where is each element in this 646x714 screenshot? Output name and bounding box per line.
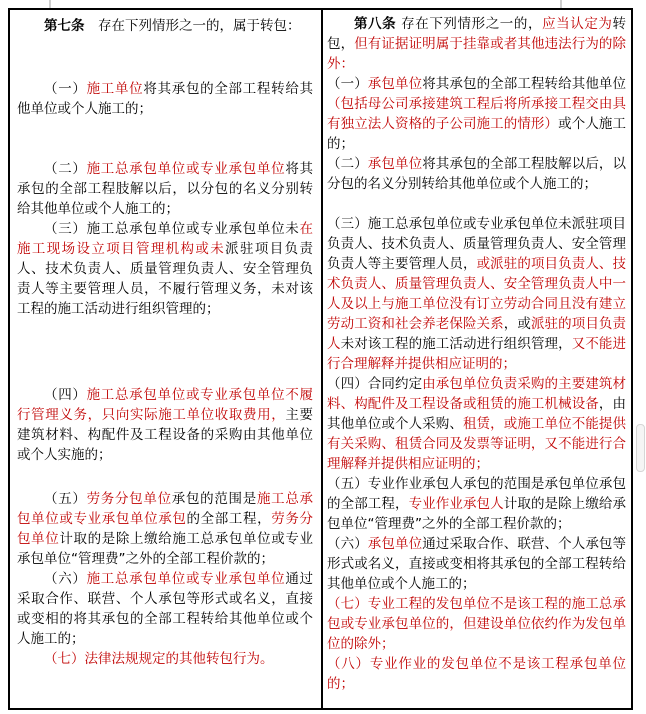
- text-segment: 施工总承包单位或专业承包单位: [86, 571, 286, 587]
- text-segment: ，由其他单位或个人采购、: [327, 396, 627, 432]
- text-segment: 在施工现场设立项目管理机构或未: [17, 221, 313, 257]
- text-segment: 将其承包的全部工程肢解以后，以分包的名义分别转给其他单位或个人施工的；: [327, 156, 627, 192]
- paragraph-article-8-0: [327, 14, 626, 74]
- text-segment: （三）施工总承包单位或专业承包单位未派驻项目负责人、技术负责人、质量管理负责人、安全管理负责人等主要管理人员，: [327, 216, 626, 272]
- text-segment: （七）专业工程的发包单位不是该工程的施工总承包或专业承包单位的，但建设单位依约作为发包单位的除外；: [327, 596, 626, 652]
- text-segment: 施工总承包单位或专业承包单位不履行管理义务，只向实际施工单位收取费用，: [17, 387, 314, 423]
- scrollbar-thumb-artifact: [636, 424, 645, 472]
- text-segment: 将其承包的全部工程转给其他单位: [422, 76, 627, 92]
- paragraph-article-7-2: [17, 159, 313, 219]
- paragraph-article-7-0: [17, 16, 313, 36]
- text-segment: 派驻的项目负责人: [327, 316, 627, 352]
- text-segment: 存在下列情形之一的，属于转包：: [84, 18, 301, 34]
- paragraph-article-8-6: [327, 534, 626, 594]
- text-segment: 劳务分包单位: [86, 491, 172, 507]
- paragraph-article-7-1: [17, 79, 313, 119]
- paragraph-article-7-6: [17, 569, 313, 649]
- text-segment: （二）: [327, 156, 368, 172]
- article-8-cell: [321, 10, 631, 708]
- text-segment: （八）专业作业的发包单位不是该工程承包单位的；: [327, 656, 626, 692]
- text-segment: 将其承包的全部工程肢解以后，以分包的名义分别转给其他单位或个人施工的；: [17, 161, 314, 217]
- text-segment: （三）施工总承包单位或专业承包单位未: [44, 221, 300, 237]
- articles-comparison-table: [8, 8, 633, 710]
- text-segment: 主要建筑材料、构配件及工程设备的采购由其他单位或个人实施的；: [17, 407, 313, 463]
- text-segment: 计取的是除上缴给施工总承包单位或专业承包单位“管理费”之外的全部工程价款的；: [17, 531, 313, 567]
- text-segment: 通过采取合作、联营、个人承包等形式或名义，直接或变相将其承包的全部工程转给其他单位或个人施工的；: [327, 536, 627, 592]
- text-segment: （一）: [44, 81, 87, 97]
- text-segment: 施工总承包单位或专业承包单位承包: [17, 491, 314, 527]
- text-segment: 承包单位: [367, 76, 423, 92]
- paragraph-article-8-4: [327, 374, 626, 474]
- paragraph-article-7-7: [17, 649, 313, 669]
- paragraph-article-7-5: [17, 489, 313, 569]
- paragraph-article-7-3: [17, 219, 313, 319]
- paragraph-article-8-2: [327, 154, 626, 194]
- text-segment: 劳务分包单位: [17, 511, 313, 547]
- text-segment: 的全部工程，: [186, 511, 272, 527]
- text-segment: 专业作业承包人: [408, 496, 504, 512]
- text-segment: （五）: [44, 491, 87, 507]
- text-segment: 存在下列情形之一的，: [396, 16, 543, 32]
- text-segment: （七）法律法规规定的其他转包行为。: [44, 651, 274, 667]
- text-segment: ，或: [503, 316, 531, 332]
- text-segment: 计取的是除上缴给承包单位“管理费”之外的全部工程价款的；: [327, 496, 627, 532]
- text-segment: 承包单位: [367, 156, 423, 172]
- text-segment: 派驻项目负责人、技术负责人、质量管理负责人、安全管理负责人等主要管理人员，不履行管理义务，未对该工程的施工活动进行组织管理的；: [17, 241, 314, 317]
- text-segment: （六）: [327, 536, 368, 552]
- text-segment: 或派驻的项目负责人、技术负责人、质量管理负责人、安全管理负责人中一人及以上与施工单位没有订立劳动合同且没有建立劳动工资和社会养老保险关系: [327, 256, 627, 332]
- text-segment: 未对该工程的施工活动进行组织管理，: [340, 336, 572, 352]
- text-segment: 但有证据证明属于挂靠或者其他违法行为的除外：: [327, 36, 627, 72]
- text-segment: 通过采取合作、联营、个人承包等形式或名义，直接或变相的将其承包的全部工程转给其他单位或个人施工的；: [17, 571, 314, 647]
- text-segment: 转包，: [327, 16, 627, 52]
- text-segment: （六）: [44, 571, 87, 587]
- text-segment: 承包的范围是: [171, 491, 257, 507]
- text-segment: 施工单位: [86, 81, 144, 97]
- text-segment: 或个人施工的；: [327, 116, 627, 152]
- text-segment: （四）: [44, 387, 87, 403]
- article-7-cell: [10, 10, 321, 708]
- paragraph-article-8-1: [327, 74, 626, 154]
- text-segment: 租赁，或施工单位不能提供有关采购、租赁合同及发票等证明，又不能进行合理解释并提供相应证明的；: [327, 416, 627, 472]
- paragraph-article-8-3: [327, 214, 626, 374]
- paragraph-article-8-5: [327, 474, 626, 534]
- text-segment: 第八条: [354, 16, 397, 32]
- text-segment: （四）合同约定: [327, 376, 423, 392]
- text-segment: （二）: [44, 161, 87, 177]
- text-segment: 又不能进行合理解释并提供相应证明的；: [327, 336, 627, 372]
- text-segment: 将其承包的全部工程转给其他单位或个人施工的；: [17, 81, 314, 117]
- text-segment: （一）: [327, 76, 368, 92]
- text-segment: （包括母公司承接建筑工程后将所承接工程交由具有独立法人资格的子公司施工的情形）: [327, 96, 626, 132]
- text-segment: 第七条: [44, 18, 85, 34]
- text-segment: 承包单位: [367, 536, 423, 552]
- text-segment: 施工总承包单位或专业承包单位: [86, 161, 286, 177]
- text-segment: （五）专业作业承包人承包的范围是承包单位承包的全部工程，: [327, 476, 626, 512]
- text-segment: 应当认定为: [542, 16, 613, 32]
- paragraph-article-7-4: [17, 385, 313, 465]
- text-segment: 由承包单位负责采购的主要建筑材料、构配件及工程设备或租赁的施工机械设备: [327, 376, 627, 412]
- paragraph-article-8-8: [327, 654, 626, 694]
- paragraph-article-8-7: [327, 594, 626, 654]
